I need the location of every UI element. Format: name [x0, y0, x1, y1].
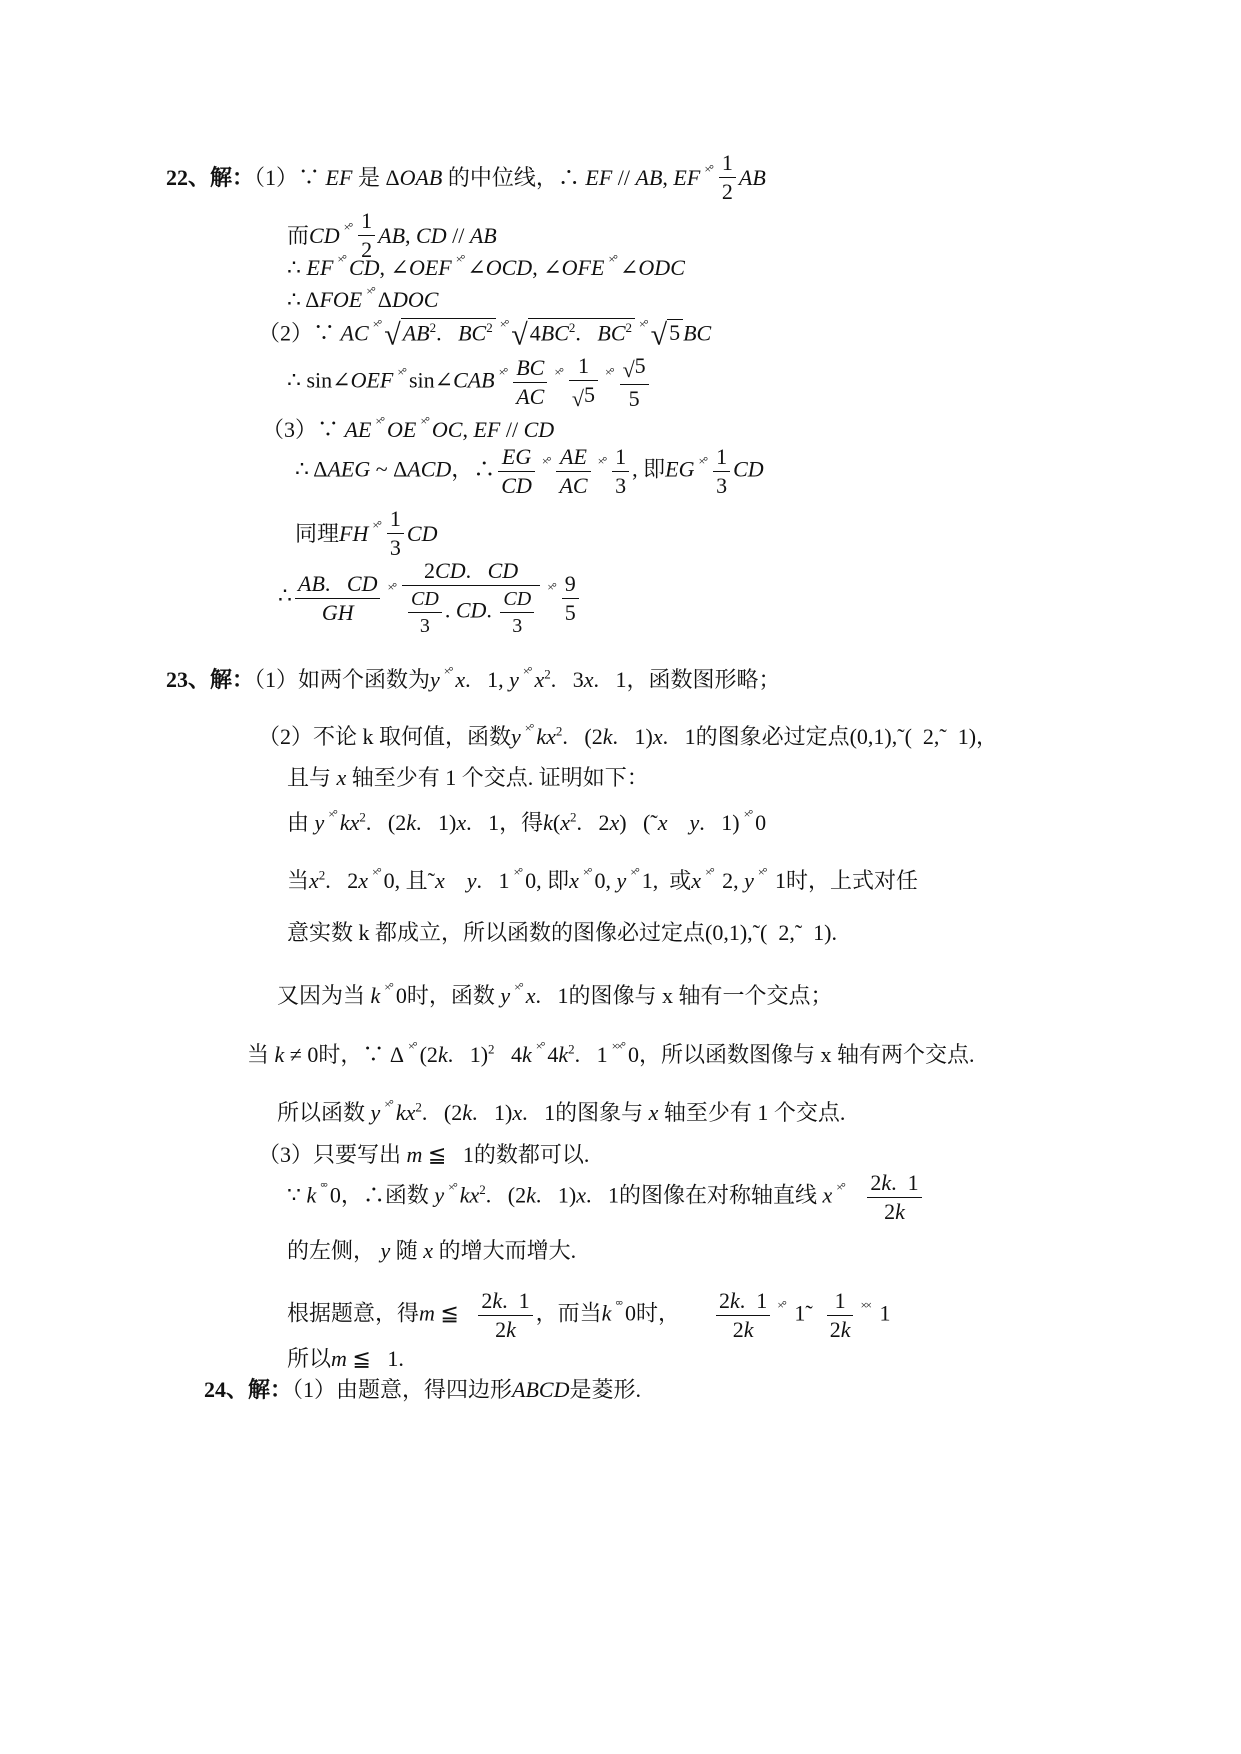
- q22-label: 22、解：: [166, 165, 255, 190]
- q23-line4: 由 y ×° $kx^2$. (2k. 1)x. 1，得$k(x^2$. 2x) (˜x y. 1) ×° 0: [287, 807, 767, 835]
- q23-line11: ∵ k °° 0，∴函数 y ×° $kx^2$. (2k. 1)x. 1的图像在对称轴直线 x ×° $\frac{2k. 1}{2k}$: [287, 1172, 925, 1223]
- q22-line3: ∴ EF ×° CD, ∠OEF ×° ∠OCD, ∠OFE ×° ∠ODC: [287, 252, 685, 280]
- text: 当: [287, 868, 310, 893]
- text: 时，函数: [406, 983, 495, 1008]
- q23-line1: 23、解：（1）如两个函数为y ×° x. 1, y ×° $x^2$. 3x. 1，函数图形略；: [166, 664, 781, 692]
- text: 意实数 k 都成立，所以函数的图像必过定点: [287, 920, 706, 945]
- q22-line8: ∴ ΔAEG ~ ΔACD，∴ $\frac{EG}{CD}$ ×° $\frac{AE}{AC}$ ×° $\frac{1}{3}$ , 即EG ×° $\frac{1}{3}$ CD: [295, 444, 764, 498]
- text: 又因为当: [277, 983, 366, 1008]
- q22-line1: 22、解：（1）∵ EF 是 ΔOAB 的中位线，∴ EF // AB, EF ×° $\frac{1}{2}$ AB: [166, 150, 766, 204]
- text: ，函数图形略；: [626, 667, 781, 692]
- text: 时，: [318, 1042, 363, 1067]
- text: 的图像与 x 轴有一个交点；: [568, 983, 833, 1008]
- text: 的左侧，: [287, 1238, 376, 1263]
- text: 且与: [287, 765, 332, 790]
- text: 所以函数: [277, 1100, 366, 1125]
- q23-line2: （2）不论 k 取何值，函数y ×° $kx^2$. (2k. 1)x. 1的图象必过定点(0,1),˜( 2,˜ 1)，: [258, 721, 999, 749]
- part-label: （3）: [262, 417, 318, 442]
- q23-line12: 的左侧， y 随 x 的增大而增大.: [287, 1238, 577, 1263]
- text: 时，上式对任: [785, 868, 918, 893]
- part-label: （2）: [258, 320, 314, 346]
- text: ，而当: [535, 1300, 602, 1326]
- text: 是菱形.: [569, 1377, 641, 1402]
- q22-line9: 同理FH ×° $\frac{1}{3}$ CD: [295, 506, 438, 560]
- text: 的中位线，: [447, 165, 558, 190]
- text: 即: [643, 456, 666, 482]
- text: 由: [287, 810, 310, 835]
- text: 的增大而增大.: [438, 1238, 577, 1263]
- q22-line5: （2）∵ AC ×° $√AB^2$. $BC^2$ ×° $√4BC^2$. $BC^2$ ×° √5 BC: [258, 317, 712, 352]
- text: 的图像在对称轴直线: [618, 1182, 817, 1208]
- q23-line13: 根据题意，得m ≦ $\frac{2k. 1}{2k}$ ，而当k °° 0时， $\frac{2k. 1}{2k}$ ×° 1˜ $\frac{1}{2k}$ ×× 1: [287, 1288, 891, 1342]
- text: 是: [357, 165, 380, 190]
- q24-line1: [204, 1379, 641, 1401]
- text: （1）如两个函数为: [254, 667, 431, 692]
- q23-line8: 当 k ≠ 0时，∵ Δ ×° (2k. 1)$^2$ 4k ×° $4k^2$. 1 ××° 0，所以函数图像与 x 轴有两个交点.: [247, 1039, 975, 1067]
- text: 轴至少有 1 个交点. 证明如下：: [351, 765, 649, 790]
- q23-line5: 当$x^2$. 2x ×° 0, 且˜x y. 1 ×° 0, 即x ×° 0, y ×° 1, 或x ×° 2, y ×° 1时，上式对任: [287, 865, 918, 893]
- q23-line7: 又因为当 k ×° 0时，函数 y ×° x. 1的图像与 x 轴有一个交点；: [277, 980, 833, 1008]
- text: 当: [247, 1042, 270, 1067]
- quadrilateral-name: ABCD: [512, 1377, 570, 1402]
- text: 随: [395, 1238, 418, 1263]
- text: 且: [405, 868, 428, 893]
- text: 的图象与: [555, 1100, 644, 1125]
- text: 所以: [287, 1346, 332, 1371]
- text: ，: [451, 456, 474, 482]
- q24-label: 24、解：: [204, 1377, 293, 1402]
- q22-line2: 而CD ×° $\frac{1}{2}$ AB, CD // AB: [287, 208, 497, 262]
- text: 根据题意，得: [287, 1300, 420, 1326]
- q23-line9: 所以函数 y ×° $kx^2$. (2k. 1)x. 1的图象与 x 轴至少有 1 个交点.: [277, 1097, 846, 1125]
- text: ，得: [499, 810, 544, 835]
- q22-line10: ∴ $\frac{AB. CD}{GH}$ ×° 2CD. CD $\frac{CD}{3}$ . CD. $\frac{CD}{3}$ ×° $\frac{9}{5}$: [278, 560, 582, 636]
- text: 所以函数图像与 x 轴有两个交点.: [661, 1042, 975, 1067]
- text: 同理: [295, 521, 340, 546]
- part-label: （1）: [254, 165, 299, 190]
- text: （2）不论 k 取何值，函数: [258, 724, 512, 749]
- text: 或: [669, 868, 692, 893]
- q23-line3: 且与 x 轴至少有 1 个交点. 证明如下：: [287, 765, 649, 790]
- q23-line14: 所以m ≦ 1.: [287, 1346, 404, 1371]
- q23-label: 23、解：: [166, 667, 255, 692]
- text: 时，: [636, 1300, 681, 1326]
- text: 的图象必过定点: [695, 724, 850, 749]
- text: 的数都可以.: [473, 1142, 590, 1167]
- q23-line10: （3）只要写出 m ≦ 1的数都可以.: [258, 1142, 590, 1167]
- q23-line6: 意实数 k 都成立，所以函数的图像必过定点(0,1),˜( 2,˜ 1).: [287, 920, 837, 945]
- q22-line7: （3）∵ AE ×° OE ×° OC, EF // CD: [262, 414, 555, 442]
- text: 而: [287, 223, 310, 248]
- q22-line4: ∴ ΔFOE ×° ΔDOC: [287, 284, 439, 312]
- text: 函数: [384, 1182, 429, 1208]
- text: 轴至少有 1 个交点.: [663, 1100, 846, 1125]
- text: （1）由题意，得四边形: [292, 1377, 513, 1402]
- q22-line6: ∴ sin∠OEF ×° sin∠CAB ×° $\frac{BC}{AC}$ ×° $\frac{1}{√5}$ ×° $\frac{√5}{5}$: [287, 355, 652, 410]
- text: （3）只要写出: [258, 1142, 402, 1167]
- text: 即: [547, 868, 570, 893]
